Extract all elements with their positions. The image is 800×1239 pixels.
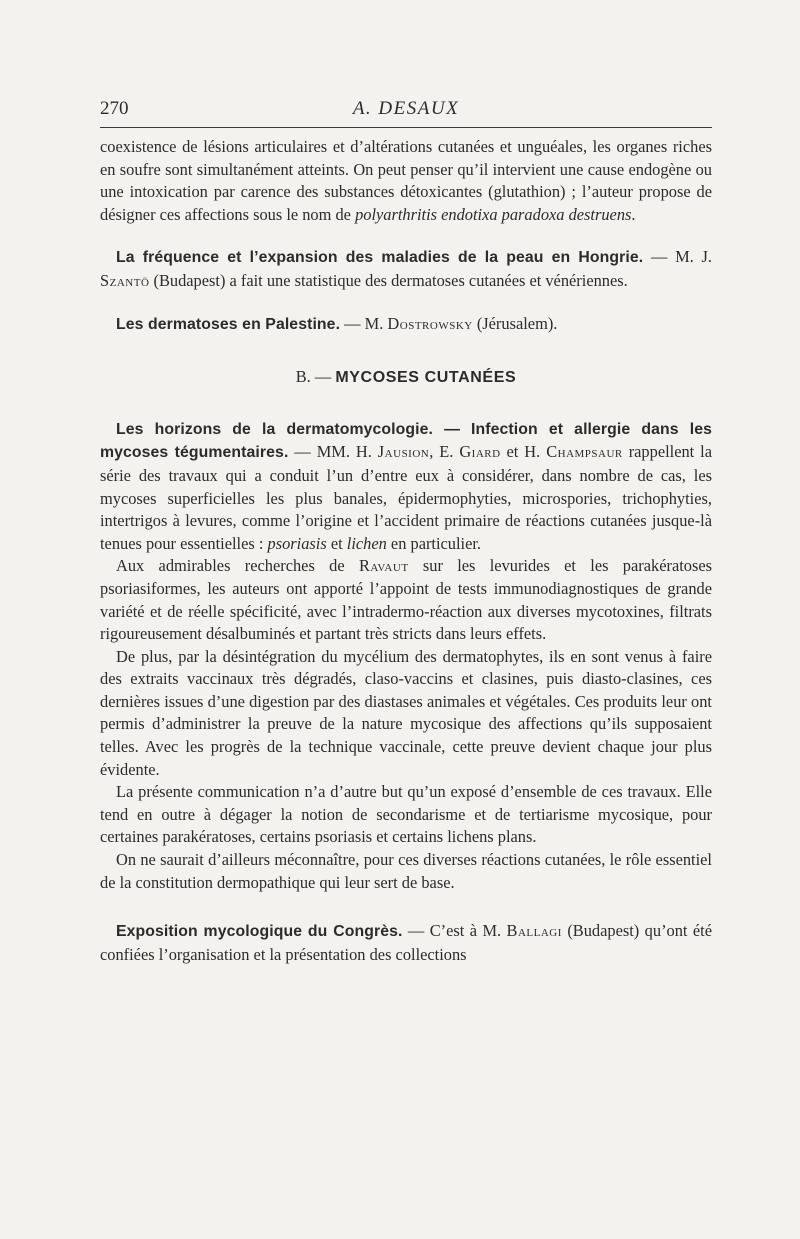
author-name: Ballagi — [506, 921, 562, 941]
header-rule — [100, 127, 712, 128]
paragraph: On ne saurait d’ailleurs méconnaître, pour ces diverses réactions cutanées, le rôle essentiel de la constitution dermopathique qui leur sert de base. — [100, 850, 712, 892]
paragraph: La présente communication n’a d’autre but qu’un exposé d’ensemble de ces travaux. Elle tend en outre à dégager la notion de secondarisme et de tertiarisme mycosique, pour certaines parakératoses, certains psoriasis et certains lichens plans. — [100, 782, 712, 847]
paragraph: Aux admirables recherches de Ravaut sur les levurides et les parakératoses psoriasiformes, les auteurs ont apporté l’appoint de tests immunodiagnostiques de grande variété et de réelle spécificité, avec l’intradermo-réaction aux diverses mycotoxines, filtrats rigoureusement désalbuminés et partant très stricts dans leurs effets. — [100, 556, 712, 644]
page-header — [100, 98, 712, 126]
italic-term: lichen — [346, 533, 387, 553]
entry-hongrie: La fréquence et l’expansion des maladies de la peau en Hongrie. — M. J. Szantö (Budapest) a fait une statistique des dermatoses cutanées et vénériennes. — [100, 247, 712, 290]
author-name: Champsaur — [546, 442, 623, 462]
entry-title: La fréquence et l’expansion des maladies de la peau en Hongrie. — [116, 249, 644, 267]
paragraph: De plus, par la désintégration du mycélium des dermatophytes, ils en sont venus à faire des extraits vaccinaux très dégradés, claso-vaccins et clasines, puis diasto-clasines, ces dernières issues d’une digestion par des diastases animales et végétales. Ces produits leur ont permis d’administrer la preuve de la nature mycosique des affections qu’ils supposaient telles. Avec les progrès de la technique vaccinale, cette preuve devient chaque jour plus évidente. — [100, 646, 712, 779]
entry-dermatomycologie: Les horizons de la dermatomycologie. — Infection et allergie dans les mycoses tégumentaires. — MM. H. Jausion, E. Giard et H. Champsaur rappellent la série des travaux qui a conduit l’un d’entre eux à considérer, dans nombre de cas, les mycoses superficielles les plus banales, épidermophyties, microspories, trichophyties, intertrigos à levures, comme l’origine et l’accident primaire de réactions cutanées jusque-là tenues pour essentielles : psoriasis et lichen en particulier. — [100, 420, 712, 553]
entry-title: Les horizons de la dermatomycologie. — Infection et allergie dans les mycoses tégumentaires. — [100, 420, 712, 462]
running-head: A. DESAUX — [352, 98, 460, 119]
entry-palestine: Les dermatoses en Palestine. — M. Dostrowsky (Jérusalem). — [116, 313, 558, 333]
author-name: Jausion — [377, 442, 430, 462]
section-title-text: MYCOSES CUTANÉES — [335, 369, 517, 387]
entry-title: Les dermatoses en Palestine. — [116, 315, 341, 333]
section-heading: B. — MYCOSES CUTANÉES — [295, 367, 517, 387]
author-name: Ravaut — [358, 556, 409, 576]
italic-term: polyarthritis endotixa paradoxa destruens — [355, 204, 632, 224]
section-letter: B. — [295, 367, 311, 387]
author-name: Szantö — [100, 270, 150, 290]
author-name: Giard — [459, 442, 501, 462]
italic-term: psoriasis — [267, 533, 327, 553]
entry-title: Exposition mycologique du Congrès. — [116, 923, 403, 941]
entry-exposition: Exposition mycologique du Congrès. — C’est à M. Ballagi (Budapest) qu’ont été confiées l’organisation et la présentation des collections — [100, 921, 713, 964]
author-name: Dostrowsky — [387, 313, 473, 333]
page-number: 270 — [100, 98, 129, 119]
page-body — [100, 136, 712, 966]
paragraph-continuation: coexistence de lésions articulaires et d’altérations cutanées et unguéales, les organes riches en soufre sont simultanément atteints. On peut penser qu’il intervient une cause endogène ou une intoxication par carence des substances détoxicantes (glutathion) ; l’auteur propose de désigner ces affections sous le nom de polyarthritis endotixa paradoxa destruens. — [100, 137, 712, 224]
